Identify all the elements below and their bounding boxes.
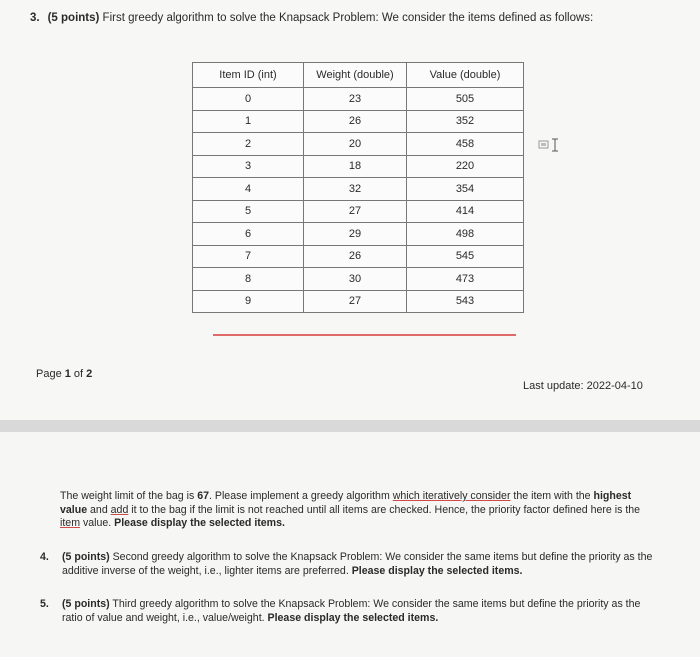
table-row [193, 110, 524, 133]
table-row [193, 290, 524, 313]
header-value: Value (double) [407, 63, 524, 88]
cell-value: 543 [407, 290, 524, 313]
table-row [193, 155, 524, 178]
question-5 [40, 598, 655, 625]
header-item-id: Item ID (int) [193, 63, 304, 88]
question-text: First greedy algorithm to solve the Knapsack Problem: We consider the items defined as follows: [102, 12, 594, 24]
red-underline [213, 334, 516, 336]
cell-item-id: 4 [193, 178, 304, 201]
question-instruction: Please display the selected items. [267, 611, 439, 624]
question-4 [40, 551, 655, 578]
cell-weight: 30 [304, 268, 407, 291]
question-points: (5 points) [62, 598, 110, 610]
text-cursor-icon [538, 138, 562, 152]
cell-weight: 18 [304, 155, 407, 178]
cell-value: 414 [407, 200, 524, 223]
cell-item-id: 2 [193, 133, 304, 156]
cell-weight: 26 [304, 110, 407, 133]
cell-value: 354 [407, 178, 524, 201]
table-row [193, 178, 524, 201]
question-text: Third greedy algorithm to solve the Knapsack Problem: We consider the same items but define the priority as the ratio of value and weight, i.e., value/weight. [62, 598, 641, 624]
question-instruction: Please display the selected items. [351, 564, 523, 577]
question-number: 5. [40, 598, 49, 610]
cell-item-id: 9 [193, 290, 304, 313]
question-points: (5 points) [47, 12, 100, 24]
table-header-row [193, 63, 524, 88]
cell-weight: 26 [304, 245, 407, 268]
table-row [193, 88, 524, 111]
cell-value: 220 [407, 155, 524, 178]
question-number: 4. [40, 551, 49, 563]
table-row [193, 133, 524, 156]
cell-weight: 32 [304, 178, 407, 201]
table-row [193, 268, 524, 291]
page-separator [0, 420, 700, 432]
cell-item-id: 1 [193, 110, 304, 133]
cell-item-id: 6 [193, 223, 304, 246]
cell-value: 498 [407, 223, 524, 246]
table-row [193, 200, 524, 223]
cell-item-id: 0 [193, 88, 304, 111]
question-3 [30, 12, 593, 24]
question-number: 3. [30, 12, 40, 24]
cell-item-id: 5 [193, 200, 304, 223]
cell-weight: 27 [304, 200, 407, 223]
cell-value: 352 [407, 110, 524, 133]
cell-weight: 20 [304, 133, 407, 156]
cell-value: 505 [407, 88, 524, 111]
cell-weight: 23 [304, 88, 407, 111]
question-text: Second greedy algorithm to solve the Knapsack Problem: We consider the same items but define the priority as the additive inverse of the weight, i.e., lighter items are preferred. [62, 551, 653, 577]
table-row [193, 245, 524, 268]
cell-value: 458 [407, 133, 524, 156]
cell-weight: 29 [304, 223, 407, 246]
cell-weight: 27 [304, 290, 407, 313]
cell-item-id: 8 [193, 268, 304, 291]
items-table [192, 62, 524, 313]
table-row [193, 223, 524, 246]
weight-limit-paragraph: The weight limit of the bag is 67. Please implement a greedy algorithm which iteratively consider the item with the highest value and add it to the bag if the limit is not reached until all items are checked. Hence, the priority factor defined here is the item value. Please display the selected items. [60, 490, 641, 529]
cell-value: 473 [407, 268, 524, 291]
cell-value: 545 [407, 245, 524, 268]
header-weight: Weight (double) [304, 63, 407, 88]
question-points: (5 points) [62, 551, 110, 563]
cell-item-id: 3 [193, 155, 304, 178]
page-number: Page 1 of 2 [36, 368, 93, 380]
cell-item-id: 7 [193, 245, 304, 268]
last-update: Last update: 2022-04-10 [523, 380, 643, 392]
